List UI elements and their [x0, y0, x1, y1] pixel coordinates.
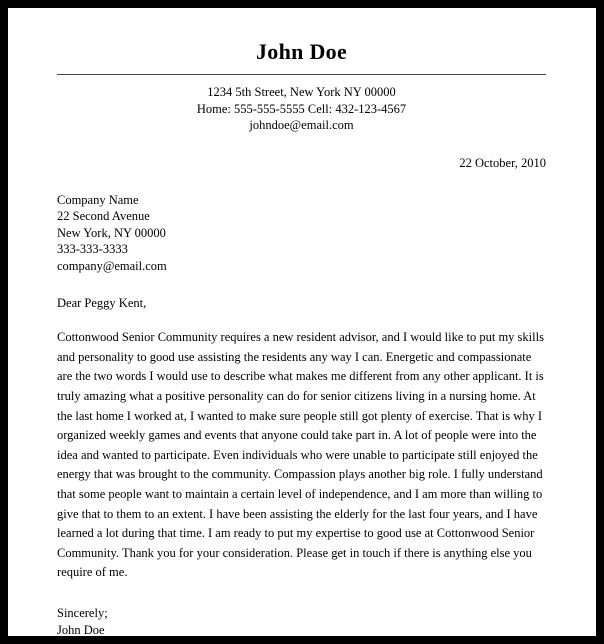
letter-page: [8, 8, 596, 636]
recipient-address-block: [57, 171, 546, 275]
salutation: Dear Peggy Kent,: [57, 296, 147, 311]
sender-address: 1234 5th Street, New York NY 00000: [207, 85, 396, 100]
sender-phones: Home: 555-555-5555 Cell: 432-123-4567: [196, 101, 407, 116]
recipient-city-state-zip: New York, NY 00000: [57, 225, 166, 240]
page-title: John Doe: [255, 39, 348, 64]
recipient-phone: 333-333-3333: [57, 242, 128, 257]
sender-contact-block: [57, 75, 546, 134]
recipient-street: 22 Second Avenue: [57, 209, 150, 224]
sender-email: johndoe@email.com: [249, 118, 354, 133]
letter-date: 22 October, 2010: [459, 155, 546, 170]
recipient-company: Company Name: [57, 192, 139, 207]
letterhead: [57, 8, 546, 134]
valediction: Sincerely;: [57, 605, 108, 620]
recipient-email: company@email.com: [57, 258, 167, 273]
letter-content: [57, 8, 546, 639]
letter-body: Cottonwood Senior Community requires a new resident advisor, and I would like to put my skills and personality to good use assisting the residents any way I can. Energetic and compassionate are the two words I would use to describe what makes me different from any other applicant. It is truly amazing what a positive personality can do for senior citizens living in a nursing home. At the last home I worked at, I wanted to make sure people still got plenty of exercise. That is why I organized weekly games and events that anyone could take part in. A lot of people were into the idea and wanted to participate. Even individuals who were unable to participate still enjoyed the energy that was brought to the community. Compassion plays another big role. I fully understand that some people want to maintain a certain level of independence, and I am more than willing to give that to them to an extent. I have been assisting the elderly for the last four years, and I have learned a lot during that time. I am ready to put my expertise to good use at Cottonwood Senior Community. Thank you for your consideration. Please get in touch if there is anything else you require of me.: [57, 330, 544, 580]
closing-block: [57, 583, 546, 639]
signature-name: John Doe: [57, 622, 105, 637]
